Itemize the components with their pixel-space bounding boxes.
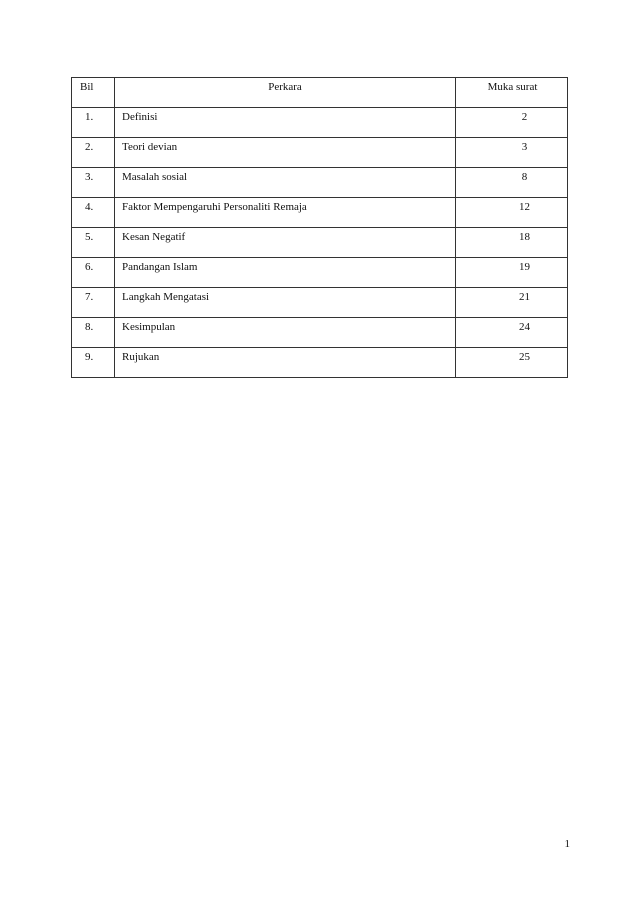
row-perkara: Pandangan Islam — [122, 261, 198, 273]
row-muka-surat: 3 — [521, 141, 528, 153]
row-bil: 7. — [85, 291, 94, 303]
row-bil-cell — [72, 138, 115, 168]
row-bil-cell — [72, 228, 115, 258]
row-muka-surat-cell — [456, 198, 568, 228]
row-perkara: Teori devian — [122, 141, 178, 153]
row-perkara: Kesan Negatif — [122, 231, 186, 243]
table-row — [72, 258, 568, 288]
header-muka-surat-cell — [456, 78, 568, 108]
row-perkara-cell — [115, 258, 456, 288]
row-perkara-cell — [115, 228, 456, 258]
table-row — [72, 108, 568, 138]
page-number: 1 — [564, 838, 570, 850]
row-perkara: Langkah Mengatasi — [122, 291, 210, 303]
row-perkara-cell — [115, 288, 456, 318]
row-muka-surat-cell — [456, 168, 568, 198]
row-bil: 8. — [85, 321, 94, 333]
row-perkara: Definisi — [122, 111, 158, 123]
row-muka-surat-cell — [456, 108, 568, 138]
row-muka-surat: 19 — [519, 261, 530, 273]
table-row — [72, 228, 568, 258]
row-perkara-cell — [115, 108, 456, 138]
table-row — [72, 318, 568, 348]
row-perkara-cell — [115, 168, 456, 198]
row-perkara: Faktor Mempengaruhi Personaliti Remaja — [122, 201, 307, 213]
row-bil: 6. — [85, 261, 94, 273]
row-bil-cell — [72, 318, 115, 348]
toc-body — [72, 78, 568, 378]
header-perkara-cell — [115, 78, 456, 108]
table-row — [72, 288, 568, 318]
row-muka-surat-cell — [456, 228, 568, 258]
row-bil: 2. — [85, 141, 94, 153]
row-perkara: Masalah sosial — [122, 171, 188, 183]
header-perkara: Perkara — [268, 81, 302, 93]
row-muka-surat: 2 — [521, 111, 528, 123]
header-bil-cell — [72, 78, 115, 108]
row-muka-surat: 21 — [519, 291, 530, 303]
row-bil-cell — [72, 108, 115, 138]
header-bil: Bil — [80, 81, 94, 93]
row-muka-surat-cell — [456, 258, 568, 288]
table-row — [72, 348, 568, 378]
toc-header-row — [72, 78, 568, 108]
row-muka-surat: 8 — [521, 171, 528, 183]
table-of-contents — [71, 77, 568, 378]
header-muka-surat: Muka surat — [487, 81, 538, 93]
row-muka-surat-cell — [456, 288, 568, 318]
row-bil-cell — [72, 198, 115, 228]
row-perkara: Kesimpulan — [122, 321, 176, 333]
row-bil: 3. — [85, 171, 94, 183]
row-muka-surat-cell — [456, 348, 568, 378]
row-bil-cell — [72, 258, 115, 288]
row-muka-surat: 24 — [519, 321, 530, 333]
row-bil: 9. — [85, 351, 94, 363]
table-row — [72, 168, 568, 198]
row-perkara-cell — [115, 348, 456, 378]
row-perkara-cell — [115, 318, 456, 348]
row-perkara-cell — [115, 198, 456, 228]
table-row — [72, 198, 568, 228]
row-perkara: Rujukan — [122, 351, 160, 363]
row-bil: 5. — [85, 231, 94, 243]
row-muka-surat: 18 — [519, 231, 530, 243]
row-bil: 1. — [85, 111, 94, 123]
row-bil-cell — [72, 168, 115, 198]
row-bil-cell — [72, 288, 115, 318]
row-muka-surat: 12 — [519, 201, 530, 213]
row-muka-surat-cell — [456, 138, 568, 168]
row-muka-surat: 25 — [519, 351, 530, 363]
table-row — [72, 138, 568, 168]
row-perkara-cell — [115, 138, 456, 168]
row-muka-surat-cell — [456, 318, 568, 348]
row-bil: 4. — [85, 201, 94, 213]
row-bil-cell — [72, 348, 115, 378]
